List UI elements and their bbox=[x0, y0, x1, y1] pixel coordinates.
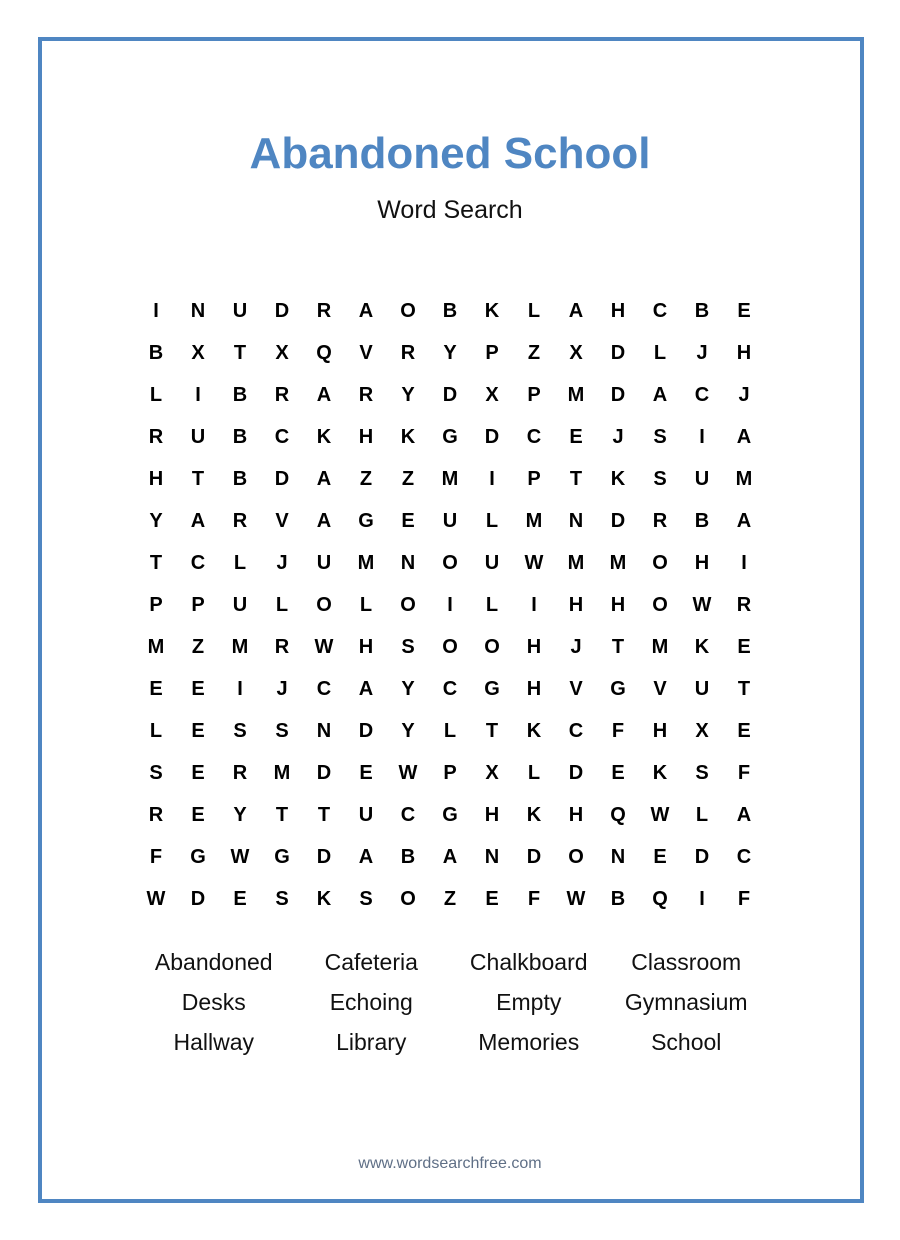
grid-cell: W bbox=[566, 887, 586, 910]
grid-cell: C bbox=[316, 677, 332, 700]
grid-cell: J bbox=[570, 635, 582, 658]
grid-cell: B bbox=[232, 467, 248, 490]
grid-cell: T bbox=[611, 635, 625, 658]
grid-cell: X bbox=[569, 341, 583, 364]
grid-cell: M bbox=[567, 383, 585, 406]
grid-cell: T bbox=[737, 677, 751, 700]
grid-cell: T bbox=[317, 803, 331, 826]
grid-cell: C bbox=[190, 551, 206, 574]
word-list-item: Desks bbox=[181, 988, 246, 1015]
grid-cell: O bbox=[652, 593, 668, 616]
grid-cell: E bbox=[737, 635, 751, 658]
grid-cell: L bbox=[653, 341, 667, 364]
grid-cell: U bbox=[442, 509, 458, 532]
grid-cell: L bbox=[485, 509, 499, 532]
grid-cell: R bbox=[148, 425, 164, 448]
grid-cell: A bbox=[568, 299, 584, 322]
grid-cell: Z bbox=[359, 467, 373, 490]
grid-cell: P bbox=[191, 593, 205, 616]
grid-cell: T bbox=[485, 719, 499, 742]
grid-cell: D bbox=[568, 761, 584, 784]
grid-cell: D bbox=[190, 887, 206, 910]
grid-cell: M bbox=[735, 467, 753, 490]
grid-cell: H bbox=[694, 551, 710, 574]
grid-cell: D bbox=[358, 719, 374, 742]
word-list-item: Empty bbox=[496, 988, 562, 1015]
grid-cell: E bbox=[191, 803, 205, 826]
grid-cell: L bbox=[485, 593, 499, 616]
grid-cell: I bbox=[699, 425, 705, 448]
grid-cell: H bbox=[652, 719, 668, 742]
grid-cell: I bbox=[531, 593, 537, 616]
grid-cell: I bbox=[447, 593, 453, 616]
grid-cell: G bbox=[358, 509, 374, 532]
grid-cell: F bbox=[527, 887, 541, 910]
grid-cell: Y bbox=[233, 803, 247, 826]
grid-cell: R bbox=[232, 761, 248, 784]
grid-cell: R bbox=[232, 509, 248, 532]
grid-cell: D bbox=[694, 845, 710, 868]
grid-cell: M bbox=[147, 635, 165, 658]
grid-cell: F bbox=[737, 887, 751, 910]
grid-cell: B bbox=[694, 509, 710, 532]
grid-cell: J bbox=[738, 383, 750, 406]
grid-cell: R bbox=[148, 803, 164, 826]
grid-cell: S bbox=[401, 635, 415, 658]
grid-cell: I bbox=[699, 887, 705, 910]
grid-cell: D bbox=[610, 383, 626, 406]
grid-cell: E bbox=[191, 761, 205, 784]
word-list bbox=[135, 942, 765, 1062]
grid-cell: S bbox=[695, 761, 709, 784]
grid-cell: O bbox=[400, 887, 416, 910]
grid-cell: K bbox=[526, 803, 542, 826]
grid-cell: L bbox=[149, 383, 163, 406]
grid-cell: U bbox=[232, 299, 248, 322]
grid-cell: L bbox=[695, 803, 709, 826]
grid-cell: Y bbox=[401, 383, 415, 406]
grid-cell: V bbox=[653, 677, 667, 700]
grid-cell: R bbox=[736, 593, 752, 616]
grid-cell: M bbox=[441, 467, 459, 490]
grid-cell: I bbox=[153, 299, 159, 322]
grid-cell: I bbox=[195, 383, 201, 406]
grid-cell: D bbox=[484, 425, 500, 448]
grid-cell: M bbox=[609, 551, 627, 574]
grid-cell: L bbox=[233, 551, 247, 574]
grid-cell: A bbox=[316, 467, 332, 490]
grid-cell: A bbox=[358, 299, 374, 322]
grid-cell: R bbox=[358, 383, 374, 406]
word-list-item: Classroom bbox=[631, 948, 742, 975]
grid-cell: R bbox=[652, 509, 668, 532]
grid-cell: U bbox=[694, 677, 710, 700]
grid-cell: W bbox=[230, 845, 250, 868]
grid-cell: G bbox=[442, 803, 458, 826]
grid-cell: C bbox=[652, 299, 668, 322]
grid-cell: P bbox=[485, 341, 499, 364]
grid-cell: W bbox=[650, 803, 670, 826]
grid-cell: A bbox=[652, 383, 668, 406]
grid-cell: J bbox=[276, 677, 288, 700]
grid-cell: H bbox=[610, 299, 626, 322]
grid-cell: D bbox=[274, 299, 290, 322]
grid-cell: O bbox=[652, 551, 668, 574]
grid-cell: E bbox=[737, 719, 751, 742]
grid-cell: M bbox=[567, 551, 585, 574]
grid-cell: S bbox=[275, 719, 289, 742]
grid-cell: D bbox=[526, 845, 542, 868]
grid-cell: R bbox=[274, 635, 290, 658]
grid-cell: K bbox=[400, 425, 416, 448]
grid-cell: Q bbox=[610, 803, 626, 826]
grid-cell: I bbox=[741, 551, 747, 574]
grid-cell: F bbox=[149, 845, 163, 868]
grid-cell: A bbox=[358, 677, 374, 700]
grid-cell: B bbox=[694, 299, 710, 322]
grid-cell: X bbox=[485, 383, 499, 406]
grid-cell: O bbox=[442, 551, 458, 574]
grid-cell: R bbox=[400, 341, 416, 364]
grid-cell: D bbox=[316, 845, 332, 868]
grid-cell: K bbox=[652, 761, 668, 784]
grid-cell: S bbox=[359, 887, 373, 910]
word-list-item: Chalkboard bbox=[469, 948, 588, 975]
grid-cell: K bbox=[484, 299, 500, 322]
grid-cell: Q bbox=[652, 887, 668, 910]
grid-cell: E bbox=[191, 719, 205, 742]
grid-cell: S bbox=[653, 425, 667, 448]
grid-cell: T bbox=[233, 341, 247, 364]
grid-cell: K bbox=[610, 467, 626, 490]
grid-cell: C bbox=[526, 425, 542, 448]
grid-cell: E bbox=[359, 761, 373, 784]
grid-cell: Z bbox=[527, 341, 541, 364]
grid-cell: N bbox=[610, 845, 626, 868]
grid-cell: I bbox=[237, 677, 243, 700]
grid-cell: H bbox=[358, 635, 374, 658]
grid-cell: K bbox=[316, 887, 332, 910]
grid-cell: V bbox=[569, 677, 583, 700]
grid-cell: A bbox=[358, 845, 374, 868]
grid-cell: J bbox=[696, 341, 708, 364]
grid-cell: H bbox=[358, 425, 374, 448]
grid-cell: S bbox=[653, 467, 667, 490]
grid-cell: L bbox=[527, 761, 541, 784]
grid-cell: B bbox=[400, 845, 416, 868]
word-list-item: Gymnasium bbox=[624, 988, 748, 1015]
grid-cell: E bbox=[611, 761, 625, 784]
grid-cell: G bbox=[190, 845, 206, 868]
grid-cell: N bbox=[316, 719, 332, 742]
grid-cell: R bbox=[316, 299, 332, 322]
grid-cell: L bbox=[275, 593, 289, 616]
grid-cell: E bbox=[653, 845, 667, 868]
grid-cell: E bbox=[737, 299, 751, 322]
grid-cell: H bbox=[148, 467, 164, 490]
grid-cell: O bbox=[442, 635, 458, 658]
grid-cell: X bbox=[695, 719, 709, 742]
grid-cell: H bbox=[484, 803, 500, 826]
grid-cell: K bbox=[526, 719, 542, 742]
grid-cell: U bbox=[190, 425, 206, 448]
grid-cell: N bbox=[400, 551, 416, 574]
grid-cell: J bbox=[276, 551, 288, 574]
grid-cell: D bbox=[274, 467, 290, 490]
grid-cell: G bbox=[274, 845, 290, 868]
word-list-item: Abandoned bbox=[154, 948, 273, 975]
grid-cell: F bbox=[611, 719, 625, 742]
grid-cell: K bbox=[694, 635, 710, 658]
grid-cell: U bbox=[232, 593, 248, 616]
grid-cell: A bbox=[316, 509, 332, 532]
grid-cell: D bbox=[610, 509, 626, 532]
grid-cell: A bbox=[736, 425, 752, 448]
grid-cell: L bbox=[149, 719, 163, 742]
page-title: Abandoned School bbox=[249, 129, 651, 178]
grid-cell: B bbox=[148, 341, 164, 364]
grid-cell: H bbox=[526, 635, 542, 658]
letter-grid bbox=[135, 290, 765, 920]
grid-cell: D bbox=[316, 761, 332, 784]
grid-cell: C bbox=[694, 383, 710, 406]
grid-cell: M bbox=[231, 635, 249, 658]
grid-cell: J bbox=[612, 425, 624, 448]
grid-cell: Z bbox=[401, 467, 415, 490]
word-list-item: Memories bbox=[478, 1028, 580, 1055]
grid-cell: B bbox=[442, 299, 458, 322]
grid-cell: H bbox=[736, 341, 752, 364]
grid-cell: Y bbox=[401, 677, 415, 700]
grid-cell: O bbox=[484, 635, 500, 658]
grid-cell: W bbox=[146, 887, 166, 910]
word-list-item: Library bbox=[336, 1028, 407, 1055]
grid-cell: E bbox=[401, 509, 415, 532]
grid-cell: T bbox=[275, 803, 289, 826]
grid-cell: W bbox=[524, 551, 544, 574]
grid-cell: A bbox=[736, 509, 752, 532]
grid-cell: W bbox=[398, 761, 418, 784]
grid-cell: G bbox=[610, 677, 626, 700]
grid-cell: F bbox=[737, 761, 751, 784]
grid-cell: X bbox=[485, 761, 499, 784]
grid-cell: A bbox=[190, 509, 206, 532]
grid-cell: W bbox=[692, 593, 712, 616]
grid-cell: L bbox=[527, 299, 541, 322]
grid-cell: B bbox=[232, 425, 248, 448]
grid-cell: K bbox=[316, 425, 332, 448]
grid-cell: A bbox=[316, 383, 332, 406]
grid-cell: E bbox=[149, 677, 163, 700]
grid-cell: M bbox=[525, 509, 543, 532]
grid-cell: D bbox=[442, 383, 458, 406]
grid-cell: Y bbox=[401, 719, 415, 742]
grid-cell: N bbox=[190, 299, 206, 322]
grid-cell: G bbox=[484, 677, 500, 700]
grid-cell: S bbox=[275, 887, 289, 910]
footer-url: www.wordsearchfree.com bbox=[358, 1155, 542, 1172]
grid-cell: O bbox=[400, 593, 416, 616]
grid-cell: S bbox=[233, 719, 247, 742]
grid-cell: O bbox=[316, 593, 332, 616]
grid-cell: Y bbox=[149, 509, 163, 532]
grid-cell: Z bbox=[443, 887, 457, 910]
grid-cell: V bbox=[359, 341, 373, 364]
grid-cell: Z bbox=[191, 635, 205, 658]
grid-cell: P bbox=[149, 593, 163, 616]
grid-cell: H bbox=[568, 803, 584, 826]
grid-cell: H bbox=[568, 593, 584, 616]
grid-cell: C bbox=[400, 803, 416, 826]
grid-cell: Y bbox=[443, 341, 457, 364]
word-list-item: Hallway bbox=[173, 1028, 255, 1055]
grid-cell: M bbox=[651, 635, 669, 658]
grid-cell: L bbox=[443, 719, 457, 742]
grid-cell: P bbox=[443, 761, 457, 784]
word-list-item: School bbox=[651, 1028, 722, 1055]
grid-cell: U bbox=[484, 551, 500, 574]
grid-cell: T bbox=[149, 551, 163, 574]
grid-cell: I bbox=[489, 467, 495, 490]
grid-cell: C bbox=[736, 845, 752, 868]
grid-cell: W bbox=[314, 635, 334, 658]
grid-cell: U bbox=[316, 551, 332, 574]
grid-cell: P bbox=[527, 467, 541, 490]
grid-cell: Q bbox=[316, 341, 332, 364]
grid-cell: N bbox=[484, 845, 500, 868]
word-list-item: Echoing bbox=[329, 988, 413, 1015]
grid-cell: E bbox=[569, 425, 583, 448]
grid-cell: U bbox=[694, 467, 710, 490]
word-list-item: Cafeteria bbox=[324, 948, 418, 975]
grid-cell: M bbox=[357, 551, 375, 574]
grid-cell: R bbox=[274, 383, 290, 406]
grid-cell: V bbox=[275, 509, 289, 532]
grid-cell: H bbox=[610, 593, 626, 616]
grid-cell: A bbox=[736, 803, 752, 826]
grid-cell: E bbox=[191, 677, 205, 700]
grid-cell: P bbox=[527, 383, 541, 406]
grid-cell: U bbox=[358, 803, 374, 826]
grid-cell: C bbox=[568, 719, 584, 742]
grid-cell: X bbox=[275, 341, 289, 364]
grid-cell: S bbox=[149, 761, 163, 784]
grid-cell: O bbox=[568, 845, 584, 868]
grid-cell: G bbox=[442, 425, 458, 448]
grid-cell: N bbox=[568, 509, 584, 532]
grid-cell: E bbox=[485, 887, 499, 910]
grid-cell: B bbox=[232, 383, 248, 406]
grid-cell: H bbox=[526, 677, 542, 700]
grid-cell: B bbox=[610, 887, 626, 910]
grid-cell: C bbox=[442, 677, 458, 700]
grid-cell: X bbox=[191, 341, 205, 364]
grid-cell: C bbox=[274, 425, 290, 448]
grid-cell: T bbox=[191, 467, 205, 490]
page-subtitle: Word Search bbox=[377, 196, 523, 224]
grid-cell: L bbox=[359, 593, 373, 616]
grid-cell: E bbox=[233, 887, 247, 910]
grid-cell: O bbox=[400, 299, 416, 322]
grid-cell: T bbox=[569, 467, 583, 490]
grid-cell: M bbox=[273, 761, 291, 784]
grid-cell: D bbox=[610, 341, 626, 364]
grid-cell: A bbox=[442, 845, 458, 868]
